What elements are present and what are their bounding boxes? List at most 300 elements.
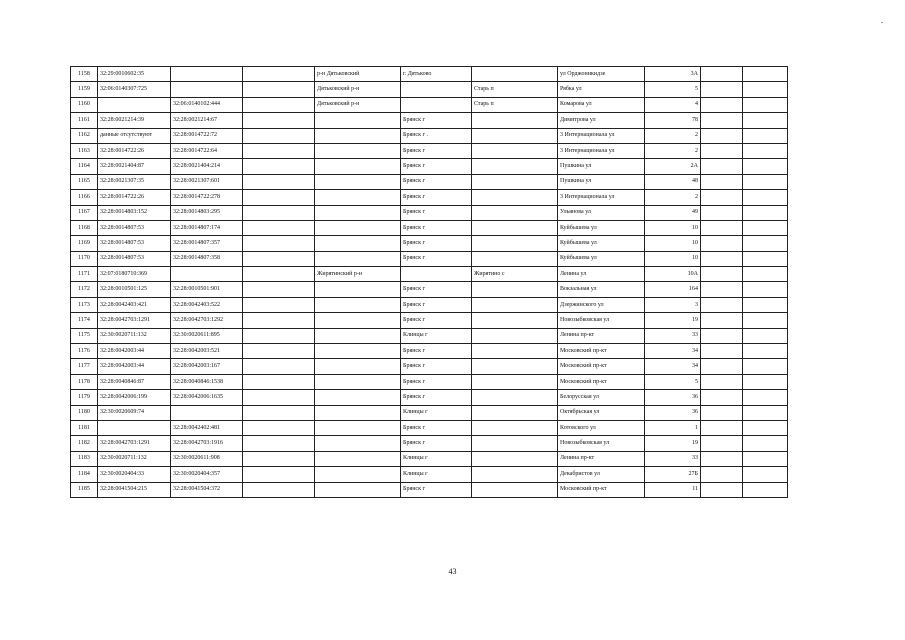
table-row bbox=[71, 267, 788, 282]
city: Брянск г bbox=[401, 143, 472, 158]
empty-cell bbox=[243, 143, 315, 158]
house-number: 19 bbox=[645, 313, 701, 328]
empty-cell bbox=[243, 313, 315, 328]
district bbox=[315, 328, 401, 343]
registry-table bbox=[70, 66, 788, 498]
district bbox=[315, 467, 401, 482]
table-row bbox=[71, 236, 788, 251]
house-number: 5 bbox=[645, 82, 701, 97]
street: Московский пр-кт bbox=[558, 482, 645, 497]
settlement bbox=[472, 113, 558, 128]
cadastral-number-premises: 32:28:0010501:901 bbox=[171, 282, 243, 297]
empty-cell bbox=[743, 251, 788, 266]
table-row bbox=[71, 159, 788, 174]
empty-cell bbox=[243, 467, 315, 482]
table-row bbox=[71, 374, 788, 389]
empty-cell bbox=[701, 113, 743, 128]
table-row bbox=[71, 205, 788, 220]
street: Пушкина ул bbox=[558, 159, 645, 174]
house-number: 5 bbox=[645, 374, 701, 389]
cadastral-number-premises: 32:28:0021307:601 bbox=[171, 174, 243, 189]
empty-cell bbox=[743, 128, 788, 143]
empty-cell bbox=[243, 67, 315, 82]
empty-cell bbox=[243, 236, 315, 251]
empty-cell bbox=[243, 297, 315, 312]
empty-cell bbox=[243, 82, 315, 97]
cadastral-number-premises: 32:28:0042402:481 bbox=[171, 420, 243, 435]
district: Жирятинский р-н bbox=[315, 267, 401, 282]
street: ул Орджоникидзе bbox=[558, 67, 645, 82]
house-number: 3А bbox=[645, 67, 701, 82]
empty-cell bbox=[701, 159, 743, 174]
street: Новозыбковская ул bbox=[558, 436, 645, 451]
city: Брянск г bbox=[401, 220, 472, 235]
house-number: 1 bbox=[645, 420, 701, 435]
empty-cell bbox=[701, 405, 743, 420]
table-row bbox=[71, 420, 788, 435]
cadastral-number: 32:28:0040846:87 bbox=[98, 374, 171, 389]
settlement bbox=[472, 67, 558, 82]
empty-cell bbox=[243, 267, 315, 282]
cadastral-number-premises: 32:28:0041504:372 bbox=[171, 482, 243, 497]
row-number: 1179 bbox=[71, 390, 98, 405]
empty-cell bbox=[743, 390, 788, 405]
empty-cell bbox=[243, 174, 315, 189]
city: Брянск г bbox=[401, 190, 472, 205]
row-number: 1185 bbox=[71, 482, 98, 497]
settlement: Старь п bbox=[472, 97, 558, 112]
table-row bbox=[71, 82, 788, 97]
cadastral-number-premises: 32:28:0042003:521 bbox=[171, 344, 243, 359]
row-number: 1163 bbox=[71, 143, 98, 158]
empty-cell bbox=[243, 482, 315, 497]
table-row bbox=[71, 313, 788, 328]
empty-cell bbox=[743, 420, 788, 435]
settlement bbox=[472, 482, 558, 497]
row-number: 1167 bbox=[71, 205, 98, 220]
cadastral-number-premises: 32:28:0042403:522 bbox=[171, 297, 243, 312]
table-row bbox=[71, 359, 788, 374]
street: Рябка ул bbox=[558, 82, 645, 97]
cadastral-number-premises: 32:28:0042703:1292 bbox=[171, 313, 243, 328]
empty-cell bbox=[743, 159, 788, 174]
empty-cell bbox=[743, 482, 788, 497]
row-number: 1181 bbox=[71, 420, 98, 435]
settlement bbox=[472, 405, 558, 420]
cadastral-number: 32:28:0042003:44 bbox=[98, 344, 171, 359]
cadastral-number-premises: 32:06:0140102:444 bbox=[171, 97, 243, 112]
house-number: 2 bbox=[645, 128, 701, 143]
street: Вокзальная ул bbox=[558, 282, 645, 297]
cadastral-number-premises: 32:28:0014803:295 bbox=[171, 205, 243, 220]
row-number: 1159 bbox=[71, 82, 98, 97]
settlement bbox=[472, 359, 558, 374]
empty-cell bbox=[701, 420, 743, 435]
house-number: 2 bbox=[645, 190, 701, 205]
scan-mark bbox=[881, 22, 883, 23]
cadastral-number: 32:28:0042703:1291 bbox=[98, 313, 171, 328]
house-number: 36 bbox=[645, 405, 701, 420]
house-number: 19 bbox=[645, 436, 701, 451]
empty-cell bbox=[701, 97, 743, 112]
empty-cell bbox=[701, 174, 743, 189]
district bbox=[315, 174, 401, 189]
city: Клинцы г bbox=[401, 467, 472, 482]
street: Ленина пр-кт bbox=[558, 451, 645, 466]
city: Брянск г bbox=[401, 344, 472, 359]
house-number: 10 bbox=[645, 236, 701, 251]
city: Брянск г bbox=[401, 313, 472, 328]
page-number: 43 bbox=[448, 567, 457, 576]
city bbox=[401, 82, 472, 97]
city: Брянск г bbox=[401, 436, 472, 451]
district bbox=[315, 143, 401, 158]
district: Дятьковский р-н bbox=[315, 97, 401, 112]
registry-table-container bbox=[70, 66, 788, 498]
empty-cell bbox=[701, 236, 743, 251]
street: Куйбышева ул bbox=[558, 236, 645, 251]
city: Брянск г bbox=[401, 174, 472, 189]
cadastral-number-premises: 32:28:0014722:278 bbox=[171, 190, 243, 205]
empty-cell bbox=[243, 128, 315, 143]
empty-cell bbox=[701, 282, 743, 297]
city: Клинцы г bbox=[401, 328, 472, 343]
city bbox=[401, 267, 472, 282]
empty-cell bbox=[701, 374, 743, 389]
row-number: 1162 bbox=[71, 128, 98, 143]
empty-cell bbox=[743, 67, 788, 82]
cadastral-number-premises: 32:28:0014807:357 bbox=[171, 236, 243, 251]
empty-cell bbox=[701, 220, 743, 235]
street: Новозыбковская ул bbox=[558, 313, 645, 328]
cadastral-number-premises: 32:28:0040846:1538 bbox=[171, 374, 243, 389]
house-number: 34 bbox=[645, 344, 701, 359]
house-number: 49 bbox=[645, 205, 701, 220]
empty-cell bbox=[701, 313, 743, 328]
cadastral-number-premises bbox=[171, 405, 243, 420]
cadastral-number: 32:28:0010501:125 bbox=[98, 282, 171, 297]
cadastral-number: 32:28:0021307:35 bbox=[98, 174, 171, 189]
cadastral-number: 32:28:0014722:26 bbox=[98, 143, 171, 158]
table-row bbox=[71, 467, 788, 482]
row-number: 1182 bbox=[71, 436, 98, 451]
city: Брянск г bbox=[401, 374, 472, 389]
empty-cell bbox=[243, 436, 315, 451]
district bbox=[315, 390, 401, 405]
cadastral-number-premises: 32:28:0014807:358 bbox=[171, 251, 243, 266]
house-number: 4 bbox=[645, 97, 701, 112]
empty-cell bbox=[743, 359, 788, 374]
empty-cell bbox=[701, 482, 743, 497]
district bbox=[315, 159, 401, 174]
empty-cell bbox=[743, 174, 788, 189]
cadastral-number: данные отсутствуют bbox=[98, 128, 171, 143]
cadastral-number-premises: 32:28:0042006:1635 bbox=[171, 390, 243, 405]
settlement bbox=[472, 251, 558, 266]
row-number: 1184 bbox=[71, 467, 98, 482]
settlement bbox=[472, 205, 558, 220]
cadastral-number: 32:28:0041504:215 bbox=[98, 482, 171, 497]
house-number: 2 bbox=[645, 143, 701, 158]
empty-cell bbox=[243, 159, 315, 174]
district: Дятьковский р-н bbox=[315, 82, 401, 97]
empty-cell bbox=[243, 251, 315, 266]
table-row bbox=[71, 405, 788, 420]
city: Брянск г bbox=[401, 205, 472, 220]
empty-cell bbox=[701, 128, 743, 143]
table-row bbox=[71, 67, 788, 82]
cadastral-number-premises: 32:30:0020611:908 bbox=[171, 451, 243, 466]
street: 3 Интернационала ул bbox=[558, 128, 645, 143]
house-number: 164 bbox=[645, 282, 701, 297]
row-number: 1175 bbox=[71, 328, 98, 343]
cadastral-number-premises bbox=[171, 82, 243, 97]
empty-cell bbox=[701, 190, 743, 205]
empty-cell bbox=[243, 359, 315, 374]
empty-cell bbox=[701, 451, 743, 466]
city: Брянск г bbox=[401, 251, 472, 266]
street: Московский пр-кт bbox=[558, 374, 645, 389]
street: 3 Интернационала ул bbox=[558, 190, 645, 205]
street: Ленина ул bbox=[558, 267, 645, 282]
house-number: 3 bbox=[645, 297, 701, 312]
empty-cell bbox=[743, 313, 788, 328]
cadastral-number-premises: 32:28:0042703:1916 bbox=[171, 436, 243, 451]
district bbox=[315, 205, 401, 220]
house-number: 36 bbox=[645, 390, 701, 405]
street: Дзержинского ул bbox=[558, 297, 645, 312]
row-number: 1166 bbox=[71, 190, 98, 205]
district bbox=[315, 374, 401, 389]
settlement bbox=[472, 467, 558, 482]
table-row bbox=[71, 282, 788, 297]
cadastral-number-premises: 32:28:0021214:67 bbox=[171, 113, 243, 128]
district bbox=[315, 220, 401, 235]
empty-cell bbox=[243, 420, 315, 435]
street: Пушкина ул bbox=[558, 174, 645, 189]
cadastral-number-premises: 32:28:0014807:174 bbox=[171, 220, 243, 235]
table-row bbox=[71, 143, 788, 158]
cadastral-number: 32:28:0042703:1291 bbox=[98, 436, 171, 451]
cadastral-number-premises: 32:28:0042003:167 bbox=[171, 359, 243, 374]
empty-cell bbox=[243, 390, 315, 405]
table-row bbox=[71, 220, 788, 235]
cadastral-number: 32:28:0021404:87 bbox=[98, 159, 171, 174]
house-number: 34 bbox=[645, 359, 701, 374]
city: Брянск г bbox=[401, 236, 472, 251]
city: Брянск г bbox=[401, 420, 472, 435]
cadastral-number: 32:28:0042403:421 bbox=[98, 297, 171, 312]
row-number: 1161 bbox=[71, 113, 98, 128]
empty-cell bbox=[743, 267, 788, 282]
district bbox=[315, 113, 401, 128]
street: Ульянова ул bbox=[558, 205, 645, 220]
district bbox=[315, 251, 401, 266]
registry-table-body bbox=[71, 67, 788, 498]
empty-cell bbox=[743, 220, 788, 235]
settlement bbox=[472, 436, 558, 451]
cadastral-number-premises: 32:28:0014722:72 bbox=[171, 128, 243, 143]
empty-cell bbox=[743, 436, 788, 451]
cadastral-number-premises bbox=[171, 267, 243, 282]
empty-cell bbox=[743, 374, 788, 389]
row-number: 1158 bbox=[71, 67, 98, 82]
district bbox=[315, 344, 401, 359]
settlement bbox=[472, 451, 558, 466]
cadastral-number: 32:30:0020711:132 bbox=[98, 328, 171, 343]
settlement bbox=[472, 297, 558, 312]
empty-cell bbox=[743, 451, 788, 466]
empty-cell bbox=[701, 143, 743, 158]
cadastral-number bbox=[98, 420, 171, 435]
empty-cell bbox=[743, 236, 788, 251]
empty-cell bbox=[701, 344, 743, 359]
table-row bbox=[71, 297, 788, 312]
city: Клинцы г bbox=[401, 451, 472, 466]
city: Брянск г bbox=[401, 159, 472, 174]
row-number: 1176 bbox=[71, 344, 98, 359]
table-row bbox=[71, 113, 788, 128]
cadastral-number: 32:28:0014803:152 bbox=[98, 205, 171, 220]
table-row bbox=[71, 128, 788, 143]
cadastral-number: 32:06:0140307:725 bbox=[98, 82, 171, 97]
empty-cell bbox=[243, 405, 315, 420]
city: Брянск г bbox=[401, 482, 472, 497]
house-number: 33 bbox=[645, 328, 701, 343]
row-number: 1178 bbox=[71, 374, 98, 389]
cadastral-number-premises: 32:30:0020404:357 bbox=[171, 467, 243, 482]
street: Комарова ул bbox=[558, 97, 645, 112]
table-row bbox=[71, 451, 788, 466]
empty-cell bbox=[743, 205, 788, 220]
street: Куйбышева ул bbox=[558, 220, 645, 235]
settlement bbox=[472, 190, 558, 205]
cadastral-number-premises: 32:30:0020611:895 bbox=[171, 328, 243, 343]
empty-cell bbox=[701, 328, 743, 343]
district bbox=[315, 313, 401, 328]
settlement bbox=[472, 374, 558, 389]
district bbox=[315, 297, 401, 312]
district bbox=[315, 236, 401, 251]
empty-cell bbox=[701, 390, 743, 405]
street: Димитрова ул bbox=[558, 113, 645, 128]
street: Куйбышева ул bbox=[558, 251, 645, 266]
empty-cell bbox=[243, 97, 315, 112]
cadastral-number: 32:28:0014807:53 bbox=[98, 251, 171, 266]
district bbox=[315, 190, 401, 205]
house-number: 10 bbox=[645, 251, 701, 266]
house-number: 33 bbox=[645, 451, 701, 466]
row-number: 1177 bbox=[71, 359, 98, 374]
empty-cell bbox=[243, 113, 315, 128]
row-number: 1172 bbox=[71, 282, 98, 297]
empty-cell bbox=[701, 205, 743, 220]
cadastral-number: 32:30:0020609:74 bbox=[98, 405, 171, 420]
city: Брянск г bbox=[401, 297, 472, 312]
cadastral-number: 32:28:0014807:53 bbox=[98, 236, 171, 251]
empty-cell bbox=[743, 190, 788, 205]
city: Брянск г bbox=[401, 359, 472, 374]
district bbox=[315, 482, 401, 497]
row-number: 1173 bbox=[71, 297, 98, 312]
house-number: 48 bbox=[645, 174, 701, 189]
street: Октябрьская ул bbox=[558, 405, 645, 420]
cadastral-number: 32:30:0020404:33 bbox=[98, 467, 171, 482]
house-number: 11 bbox=[645, 482, 701, 497]
table-row bbox=[71, 344, 788, 359]
table-row bbox=[71, 251, 788, 266]
table-row bbox=[71, 328, 788, 343]
house-number: 10А bbox=[645, 267, 701, 282]
table-row bbox=[71, 482, 788, 497]
settlement bbox=[472, 128, 558, 143]
cadastral-number: 32:29:0010602:35 bbox=[98, 67, 171, 82]
row-number: 1169 bbox=[71, 236, 98, 251]
district bbox=[315, 128, 401, 143]
settlement bbox=[472, 236, 558, 251]
empty-cell bbox=[701, 267, 743, 282]
empty-cell bbox=[701, 467, 743, 482]
row-number: 1168 bbox=[71, 220, 98, 235]
settlement: Старь п bbox=[472, 82, 558, 97]
cadastral-number bbox=[98, 97, 171, 112]
district bbox=[315, 420, 401, 435]
empty-cell bbox=[743, 467, 788, 482]
district: р-н Дятьковский bbox=[315, 67, 401, 82]
settlement bbox=[472, 220, 558, 235]
settlement: Жирятино с bbox=[472, 267, 558, 282]
empty-cell bbox=[701, 82, 743, 97]
empty-cell bbox=[243, 190, 315, 205]
empty-cell bbox=[743, 328, 788, 343]
empty-cell bbox=[701, 359, 743, 374]
table-row bbox=[71, 174, 788, 189]
house-number: 10 bbox=[645, 220, 701, 235]
empty-cell bbox=[743, 344, 788, 359]
empty-cell bbox=[743, 282, 788, 297]
street: Белорусская ул bbox=[558, 390, 645, 405]
settlement bbox=[472, 159, 558, 174]
street: 3 Интернационала ул bbox=[558, 143, 645, 158]
table-row bbox=[71, 97, 788, 112]
city: Брянск г bbox=[401, 113, 472, 128]
settlement bbox=[472, 143, 558, 158]
cadastral-number: 32:28:0014722:26 bbox=[98, 190, 171, 205]
house-number: 27Б bbox=[645, 467, 701, 482]
cadastral-number: 32:30:0020711:132 bbox=[98, 451, 171, 466]
settlement bbox=[472, 420, 558, 435]
empty-cell bbox=[243, 451, 315, 466]
empty-cell bbox=[243, 282, 315, 297]
empty-cell bbox=[701, 436, 743, 451]
row-number: 1180 bbox=[71, 405, 98, 420]
empty-cell bbox=[743, 297, 788, 312]
district bbox=[315, 451, 401, 466]
settlement bbox=[472, 328, 558, 343]
settlement bbox=[472, 344, 558, 359]
table-row bbox=[71, 390, 788, 405]
street: Котовского ул bbox=[558, 420, 645, 435]
empty-cell bbox=[243, 344, 315, 359]
city: Брянск г . bbox=[401, 128, 472, 143]
settlement bbox=[472, 313, 558, 328]
empty-cell bbox=[743, 97, 788, 112]
cadastral-number: 32:28:0014807:53 bbox=[98, 220, 171, 235]
cadastral-number: 32:28:0042003:44 bbox=[98, 359, 171, 374]
row-number: 1165 bbox=[71, 174, 98, 189]
cadastral-number-premises: 32:28:0014722:64 bbox=[171, 143, 243, 158]
empty-cell bbox=[743, 113, 788, 128]
